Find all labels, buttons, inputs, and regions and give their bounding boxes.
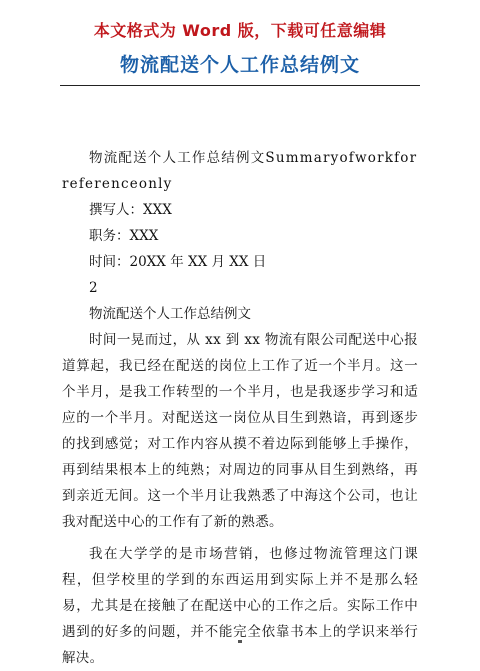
title-divider: [60, 85, 420, 86]
heading-line: 物流配送个人工作总结例文Summaryofworkforreferenceonly: [62, 150, 418, 192]
position-line: 职务：XXX: [89, 228, 159, 244]
document-body: [62, 145, 418, 671]
title-text: 物流配送个人工作总结例文: [119, 54, 360, 76]
time-line: 时间：20XX 年 XX 月 XX 日: [89, 254, 267, 270]
page-number: 2: [89, 280, 98, 296]
word-format-banner: [0, 18, 480, 41]
subtitle-line: 物流配送个人工作总结例文: [89, 306, 251, 322]
paragraph-1: 时间一晃而过，从 xx 到 xx 物流有限公司配送中心报道算起，我已经在配送的岗位上工作了近一个半月。这一个半月，是我工作转型的一个半月，也是我逐步学习和适应的一个半月。对配送这一岗位从目生到熟谙，再到逐步的找到感觉；对工作内容从摸不着边际到能够上手操作，再到结果根本上的纯熟；对周边的同事从目生到熟络，再到亲近无间。这一个半月让我熟悉了中海这个公司，也让我对配送中心的工作有了新的熟悉。: [62, 332, 418, 530]
document-title: [0, 50, 480, 77]
paragraph-2: 我在大学学的是市场营销，也修过物流管理这门课程，但学校里的学到的东西运用到实际上并不是那么轻易，尤其是在接触了在配送中心的工作之后。实际工作中遇到的好多的问题，并不能完全依靠书本上的学识来举行解决。: [62, 546, 418, 666]
banner-text: 本文格式为 Word 版，下载可任意编辑: [93, 21, 387, 40]
page-footer-mark: [238, 640, 242, 643]
author-line: 撰写人：XXX: [89, 202, 172, 218]
